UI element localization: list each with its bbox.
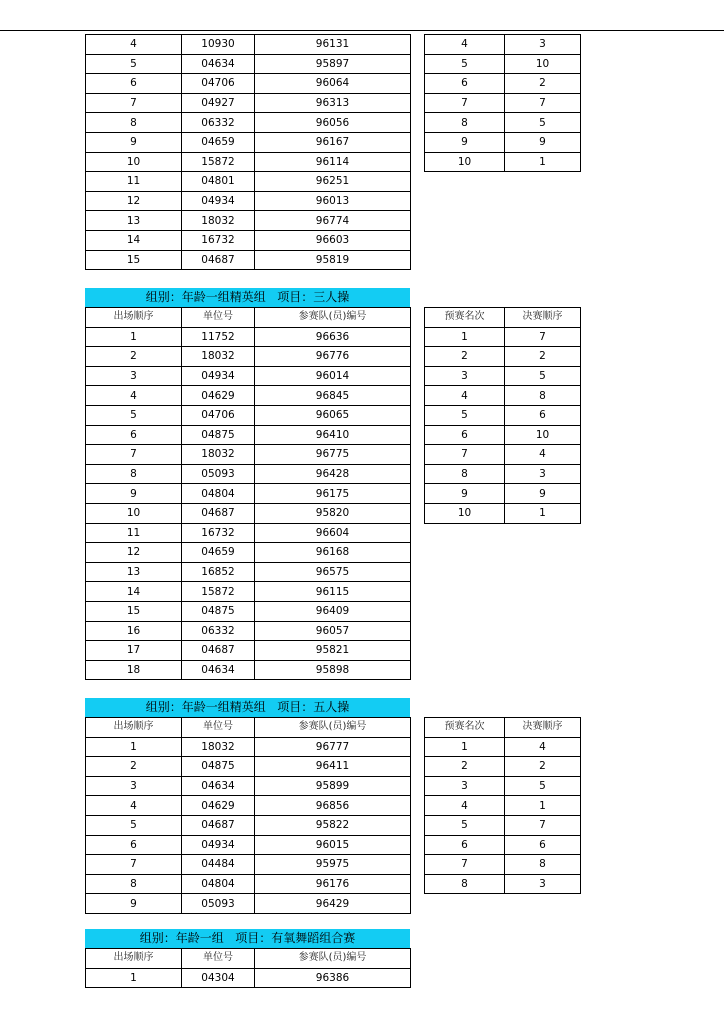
table-cell: 04687 xyxy=(182,815,255,835)
table-row xyxy=(425,855,581,875)
table-row xyxy=(86,386,411,406)
table-cell: 04634 xyxy=(182,660,255,680)
table-cell: 96176 xyxy=(255,874,411,894)
table-row xyxy=(425,503,581,523)
table-cell: 04804 xyxy=(182,484,255,504)
table-cell: 95897 xyxy=(255,54,411,74)
table-cell: 96131 xyxy=(255,35,411,55)
table-cell: 04484 xyxy=(182,855,255,875)
page-top-rule xyxy=(0,30,724,31)
table-row xyxy=(86,347,411,367)
table-cell: 3 xyxy=(505,464,581,484)
table-cell: 10 xyxy=(86,503,182,523)
table-cell: 96386 xyxy=(255,968,411,988)
table-cell: 96057 xyxy=(255,621,411,641)
table-cell: 16 xyxy=(86,621,182,641)
table-row xyxy=(86,815,411,835)
table-cell: 96575 xyxy=(255,562,411,582)
table-cell: 18032 xyxy=(182,347,255,367)
table-cell: 96115 xyxy=(255,582,411,602)
table-row xyxy=(86,737,411,757)
column-header: 参赛队(员)编号 xyxy=(255,949,411,969)
table-cell: 6 xyxy=(425,835,505,855)
table-row xyxy=(425,54,581,74)
table-cell: 5 xyxy=(425,54,505,74)
table-cell: 96603 xyxy=(255,230,411,250)
table-cell: 2 xyxy=(505,347,581,367)
table-cell: 4 xyxy=(86,35,182,55)
table-cell: 18032 xyxy=(182,211,255,231)
table-cell: 8 xyxy=(505,386,581,406)
table-cell: 10 xyxy=(505,54,581,74)
table-cell: 96013 xyxy=(255,191,411,211)
table-cell: 04304 xyxy=(182,968,255,988)
table-row xyxy=(86,562,411,582)
table-cell: 8 xyxy=(86,113,182,133)
table-cell: 1 xyxy=(505,152,581,172)
table-cell: 6 xyxy=(505,405,581,425)
table-cell: 4 xyxy=(425,796,505,816)
table-cell: 7 xyxy=(86,445,182,465)
table-cell: 4 xyxy=(505,737,581,757)
table-cell: 05093 xyxy=(182,464,255,484)
table-cell: 04634 xyxy=(182,776,255,796)
table-row xyxy=(425,347,581,367)
table-row xyxy=(86,874,411,894)
table-row xyxy=(425,366,581,386)
table-row xyxy=(86,74,411,94)
table-cell: 18 xyxy=(86,660,182,680)
table-cell: 2 xyxy=(505,74,581,94)
table-row xyxy=(425,425,581,445)
table-row xyxy=(425,445,581,465)
table-cell: 1 xyxy=(86,968,182,988)
table-cell: 13 xyxy=(86,211,182,231)
table-cell: 96313 xyxy=(255,93,411,113)
start-order-table xyxy=(85,948,411,988)
table-cell: 2 xyxy=(425,757,505,777)
table-row xyxy=(425,405,581,425)
table-row xyxy=(86,796,411,816)
table-row xyxy=(425,113,581,133)
table-cell: 04706 xyxy=(182,74,255,94)
table-cell: 96167 xyxy=(255,132,411,152)
table-row xyxy=(425,484,581,504)
table-cell: 04875 xyxy=(182,425,255,445)
table-cell: 96636 xyxy=(255,327,411,347)
table-row xyxy=(86,191,411,211)
table-cell: 9 xyxy=(505,484,581,504)
table-cell: 5 xyxy=(505,776,581,796)
table-cell: 7 xyxy=(86,93,182,113)
table-row xyxy=(425,132,581,152)
table-cell: 3 xyxy=(86,366,182,386)
table-cell: 04934 xyxy=(182,366,255,386)
table-cell: 9 xyxy=(425,132,505,152)
table-row xyxy=(425,737,581,757)
table-cell: 96065 xyxy=(255,405,411,425)
table-cell: 04629 xyxy=(182,386,255,406)
table-cell: 13 xyxy=(86,562,182,582)
table-cell: 04706 xyxy=(182,405,255,425)
table-cell: 96409 xyxy=(255,601,411,621)
table-cell: 6 xyxy=(425,74,505,94)
column-header: 决赛顺序 xyxy=(505,718,581,738)
table-cell: 18032 xyxy=(182,737,255,757)
table-cell: 15872 xyxy=(182,152,255,172)
table-cell: 8 xyxy=(86,464,182,484)
table-row xyxy=(425,35,581,55)
header-row xyxy=(86,718,411,738)
table-cell: 14 xyxy=(86,582,182,602)
table-cell: 5 xyxy=(505,113,581,133)
table-row xyxy=(86,641,411,661)
table-cell: 7 xyxy=(505,93,581,113)
table-cell: 96429 xyxy=(255,894,411,914)
table-cell: 96604 xyxy=(255,523,411,543)
table-cell: 10 xyxy=(86,152,182,172)
table-cell: 11 xyxy=(86,172,182,192)
table-cell: 96845 xyxy=(255,386,411,406)
table-row xyxy=(86,93,411,113)
column-header: 决赛顺序 xyxy=(505,308,581,328)
table-cell: 7 xyxy=(505,327,581,347)
table-cell: 96251 xyxy=(255,172,411,192)
table-cell: 4 xyxy=(505,445,581,465)
table-cell: 4 xyxy=(425,386,505,406)
table-cell: 2 xyxy=(86,757,182,777)
table-cell: 1 xyxy=(505,796,581,816)
table-row xyxy=(425,815,581,835)
table-cell: 06332 xyxy=(182,621,255,641)
header-row xyxy=(425,308,581,328)
table-row xyxy=(86,425,411,445)
final-order-table xyxy=(424,34,581,172)
table-row xyxy=(86,250,411,270)
table-row xyxy=(86,660,411,680)
header-row xyxy=(86,949,411,969)
table-cell: 04659 xyxy=(182,543,255,563)
table-cell: 15872 xyxy=(182,582,255,602)
table-cell: 95820 xyxy=(255,503,411,523)
table-cell: 04875 xyxy=(182,757,255,777)
table-cell: 3 xyxy=(505,35,581,55)
table-cell: 95819 xyxy=(255,250,411,270)
table-cell: 96056 xyxy=(255,113,411,133)
table-cell: 2 xyxy=(425,347,505,367)
table-cell: 9 xyxy=(505,132,581,152)
table-cell: 4 xyxy=(86,796,182,816)
table-cell: 11 xyxy=(86,523,182,543)
table-cell: 1 xyxy=(425,737,505,757)
table-cell: 3 xyxy=(425,776,505,796)
table-cell: 12 xyxy=(86,191,182,211)
column-header: 预赛名次 xyxy=(425,308,505,328)
table-cell: 04687 xyxy=(182,641,255,661)
table-cell: 95975 xyxy=(255,855,411,875)
table-cell: 04801 xyxy=(182,172,255,192)
table-cell: 7 xyxy=(425,855,505,875)
table-cell: 96775 xyxy=(255,445,411,465)
table-cell: 10 xyxy=(505,425,581,445)
table-cell: 9 xyxy=(86,894,182,914)
header-row xyxy=(425,718,581,738)
table-cell: 3 xyxy=(505,874,581,894)
table-cell: 5 xyxy=(505,366,581,386)
table-cell: 6 xyxy=(86,425,182,445)
table-cell: 04687 xyxy=(182,503,255,523)
table-cell: 9 xyxy=(86,484,182,504)
table-cell: 06332 xyxy=(182,113,255,133)
table-cell: 96168 xyxy=(255,543,411,563)
table-cell: 3 xyxy=(86,776,182,796)
table-cell: 5 xyxy=(86,405,182,425)
table-cell: 96015 xyxy=(255,835,411,855)
table-cell: 10930 xyxy=(182,35,255,55)
table-cell: 8 xyxy=(425,113,505,133)
table-cell: 05093 xyxy=(182,894,255,914)
table-row xyxy=(425,835,581,855)
table-row xyxy=(86,54,411,74)
section-title-banner: 组别：年龄一组 项目：有氧舞蹈组合赛 xyxy=(85,929,410,948)
table-row xyxy=(86,172,411,192)
table-cell: 4 xyxy=(425,35,505,55)
table-cell: 16732 xyxy=(182,523,255,543)
table-cell: 16852 xyxy=(182,562,255,582)
table-row xyxy=(86,776,411,796)
table-row xyxy=(86,445,411,465)
table-cell: 9 xyxy=(86,132,182,152)
table-cell: 5 xyxy=(86,54,182,74)
table-cell: 15 xyxy=(86,250,182,270)
table-cell: 2 xyxy=(86,347,182,367)
table-cell: 5 xyxy=(425,815,505,835)
table-cell: 8 xyxy=(425,874,505,894)
table-cell: 6 xyxy=(86,835,182,855)
table-cell: 10 xyxy=(425,503,505,523)
table-cell: 95822 xyxy=(255,815,411,835)
table-row xyxy=(425,796,581,816)
table-cell: 7 xyxy=(425,93,505,113)
column-header: 出场顺序 xyxy=(86,718,182,738)
table-row xyxy=(86,113,411,133)
table-row xyxy=(86,484,411,504)
table-cell: 18032 xyxy=(182,445,255,465)
table-row xyxy=(86,601,411,621)
table-row xyxy=(86,835,411,855)
table-cell: 04634 xyxy=(182,54,255,74)
table-cell: 04934 xyxy=(182,191,255,211)
column-header: 参赛队(员)编号 xyxy=(255,718,411,738)
table-cell: 17 xyxy=(86,641,182,661)
table-row xyxy=(86,621,411,641)
table-cell: 95821 xyxy=(255,641,411,661)
column-header: 参赛队(员)编号 xyxy=(255,308,411,328)
table-row xyxy=(86,894,411,914)
table-cell: 96114 xyxy=(255,152,411,172)
table-row xyxy=(425,757,581,777)
table-row xyxy=(425,464,581,484)
table-cell: 8 xyxy=(425,464,505,484)
table-row xyxy=(86,35,411,55)
table-cell: 5 xyxy=(425,405,505,425)
table-cell: 96064 xyxy=(255,74,411,94)
section-title-banner: 组别：年龄一组精英组 项目：三人操 xyxy=(85,288,410,307)
table-row xyxy=(425,874,581,894)
table-cell: 96410 xyxy=(255,425,411,445)
table-cell: 16732 xyxy=(182,230,255,250)
table-row xyxy=(86,582,411,602)
table-row xyxy=(425,93,581,113)
table-cell: 96428 xyxy=(255,464,411,484)
final-order-table xyxy=(424,717,581,894)
table-row xyxy=(86,968,411,988)
start-order-table xyxy=(85,34,411,270)
table-cell: 96175 xyxy=(255,484,411,504)
table-cell: 10 xyxy=(425,152,505,172)
table-cell: 1 xyxy=(86,327,182,347)
table-cell: 04659 xyxy=(182,132,255,152)
final-order-table xyxy=(424,307,581,524)
table-row xyxy=(86,327,411,347)
table-cell: 1 xyxy=(86,737,182,757)
start-order-table xyxy=(85,717,411,914)
section-title-banner: 组别：年龄一组精英组 项目：五人操 xyxy=(85,698,410,717)
table-row xyxy=(425,776,581,796)
table-cell: 96777 xyxy=(255,737,411,757)
column-header: 出场顺序 xyxy=(86,949,182,969)
table-cell: 95898 xyxy=(255,660,411,680)
table-cell: 96014 xyxy=(255,366,411,386)
table-row xyxy=(86,405,411,425)
start-order-table xyxy=(85,307,411,680)
table-row xyxy=(86,523,411,543)
table-cell: 96774 xyxy=(255,211,411,231)
table-cell: 11752 xyxy=(182,327,255,347)
column-header: 单位号 xyxy=(182,718,255,738)
table-row xyxy=(86,152,411,172)
table-row xyxy=(86,543,411,563)
column-header: 单位号 xyxy=(182,949,255,969)
table-cell: 04687 xyxy=(182,250,255,270)
table-row xyxy=(425,386,581,406)
table-cell: 96411 xyxy=(255,757,411,777)
column-header: 单位号 xyxy=(182,308,255,328)
table-cell: 6 xyxy=(425,425,505,445)
table-cell: 8 xyxy=(505,855,581,875)
table-cell: 14 xyxy=(86,230,182,250)
table-cell: 8 xyxy=(86,874,182,894)
table-cell: 96856 xyxy=(255,796,411,816)
table-row xyxy=(86,230,411,250)
table-cell: 04804 xyxy=(182,874,255,894)
table-cell: 3 xyxy=(425,366,505,386)
table-cell: 7 xyxy=(425,445,505,465)
table-cell: 5 xyxy=(86,815,182,835)
column-header: 出场顺序 xyxy=(86,308,182,328)
table-row xyxy=(425,74,581,94)
table-cell: 1 xyxy=(505,503,581,523)
table-cell: 1 xyxy=(425,327,505,347)
table-cell: 04629 xyxy=(182,796,255,816)
table-row xyxy=(86,757,411,777)
table-cell: 7 xyxy=(86,855,182,875)
table-row xyxy=(86,855,411,875)
table-cell: 7 xyxy=(505,815,581,835)
header-row xyxy=(86,308,411,328)
table-cell: 15 xyxy=(86,601,182,621)
table-row xyxy=(425,327,581,347)
table-row xyxy=(86,366,411,386)
column-header: 预赛名次 xyxy=(425,718,505,738)
table-cell: 6 xyxy=(86,74,182,94)
table-row xyxy=(86,464,411,484)
table-row xyxy=(86,132,411,152)
table-cell: 2 xyxy=(505,757,581,777)
table-row xyxy=(425,152,581,172)
table-cell: 04875 xyxy=(182,601,255,621)
table-row xyxy=(86,211,411,231)
table-cell: 12 xyxy=(86,543,182,563)
table-cell: 04934 xyxy=(182,835,255,855)
table-cell: 9 xyxy=(425,484,505,504)
table-cell: 04927 xyxy=(182,93,255,113)
table-cell: 96776 xyxy=(255,347,411,367)
table-cell: 95899 xyxy=(255,776,411,796)
table-cell: 4 xyxy=(86,386,182,406)
table-cell: 6 xyxy=(505,835,581,855)
table-row xyxy=(86,503,411,523)
